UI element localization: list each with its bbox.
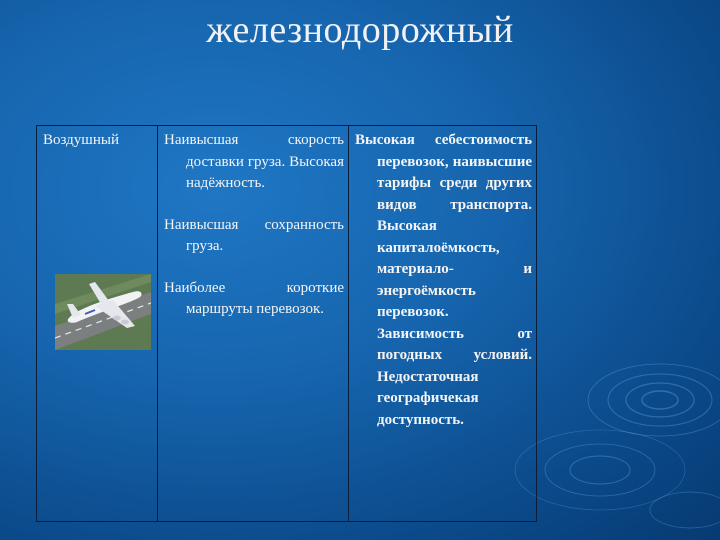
transport-type-label: Воздушный <box>43 132 119 148</box>
advantage-text: Наивысшая сохранность груза. <box>164 216 344 254</box>
disadvantage-text: Высокая себестоимость перевозок, наивысшие тарифы среди других видов транспорта. Высокая капиталоёмкость, материало- и энергоёмкость перевозок. Зависимость от погодных условий. Недостаточная географичекая доступность. <box>355 132 532 428</box>
advantage-text: Наивысшая скорость доставки груза. Высокая надёжность. <box>164 132 344 191</box>
slide-title: железнодорожный <box>206 9 514 51</box>
airplane-icon <box>55 274 151 350</box>
advantage-text: Наиболее короткие маршруты перевозок. <box>164 279 344 317</box>
advantages-cell <box>158 126 349 522</box>
transport-type-cell <box>37 126 158 522</box>
table-row <box>37 126 537 522</box>
disadvantages-cell <box>349 126 537 522</box>
transport-table <box>36 125 537 522</box>
